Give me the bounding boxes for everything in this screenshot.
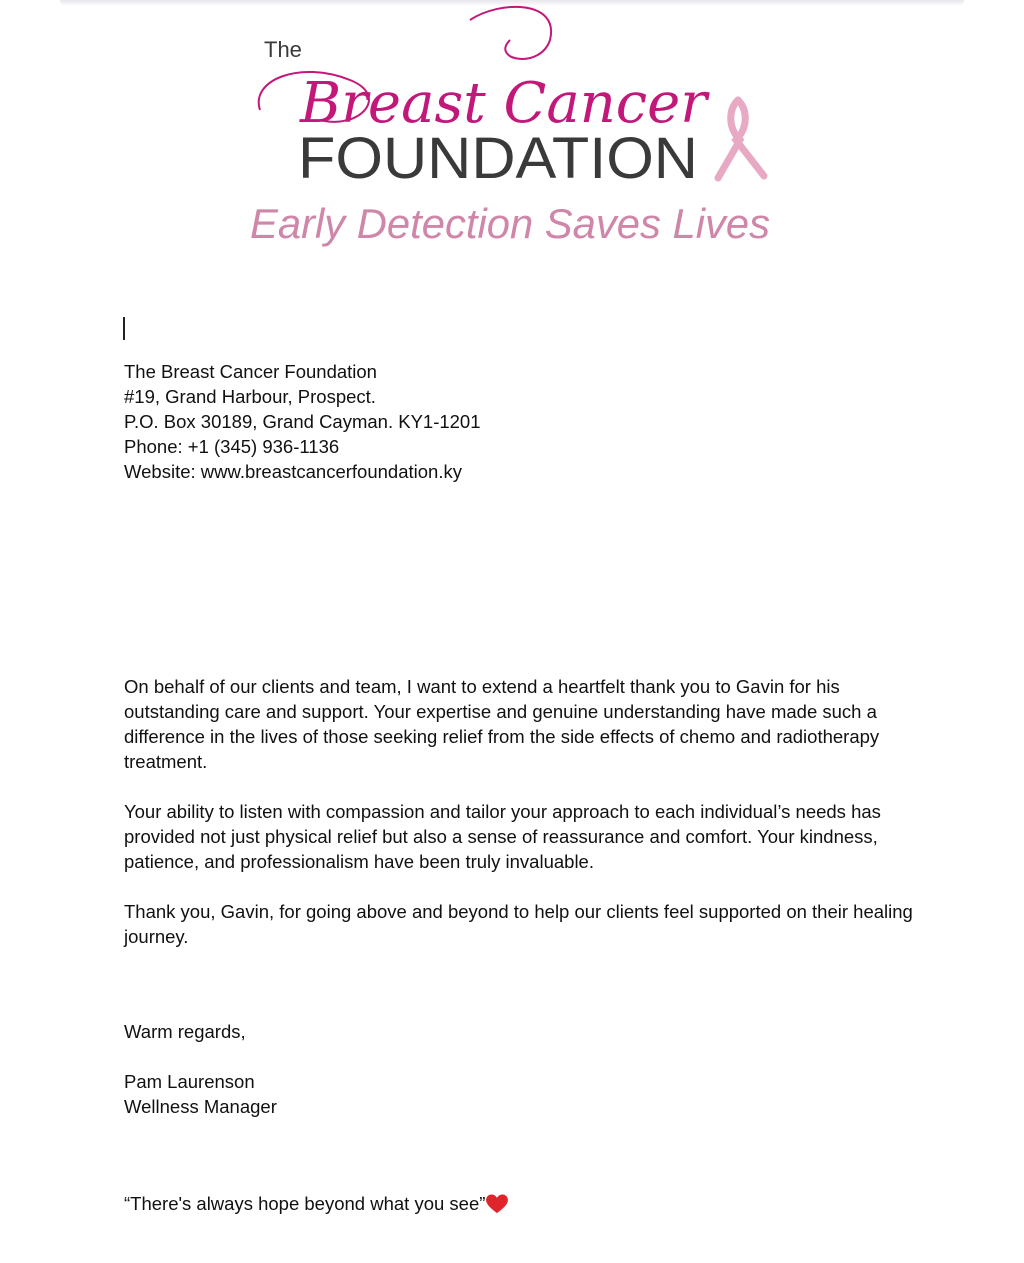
text-cursor [123,317,125,340]
address-line: Website: www.breastcancerfoundation.ky [124,461,462,482]
quote-text: “There's always hope beyond what you see” [124,1193,486,1214]
body-paragraph: On behalf of our clients and team, I want to extend a heartfelt thank you to Gavin for his outstanding care and support. Your expertise and genuine understanding have made such a difference in the lives of those seeking relief from the side effects of chemo and radiotherapy treatment. [124,676,880,772]
address-line: The Breast Cancer Foundation [124,361,377,382]
signoff-block [124,1019,277,1119]
red-heart-icon [486,1194,508,1214]
address-line: #19, Grand Harbour, Prospect. [124,386,376,407]
closing-quote [124,1191,508,1216]
logo-foundation-text: FOUNDATION [298,126,698,191]
address-block [124,359,481,484]
logo-tagline: Early Detection Saves Lives [250,200,770,247]
logo-script-title: Breast Cancer [300,71,708,136]
address-line: Phone: +1 (345) 936-1136 [124,436,340,457]
logo-the-text: The [264,37,302,62]
signer-title: Wellness Manager [124,1096,277,1117]
body-paragraph: Your ability to listen with compassion and tailor your approach to each individual’s needs has provided not just physical relief but also a sense of reassurance and comfort. Your kindness, patience, and professionalism have been truly invaluable. [124,801,881,872]
logo-swash-top [470,7,551,59]
pink-ribbon-icon [718,100,764,178]
signer-name: Pam Laurenson [124,1071,255,1092]
closing-text: Warm regards, [124,1021,246,1042]
address-line: P.O. Box 30189, Grand Cayman. KY1-1201 [124,411,481,432]
body-paragraph: Thank you, Gavin, for going above and beyond to help our clients feel supported on their healing journey. [124,901,913,947]
foundation-logo [240,0,780,260]
letter-body [124,674,924,974]
